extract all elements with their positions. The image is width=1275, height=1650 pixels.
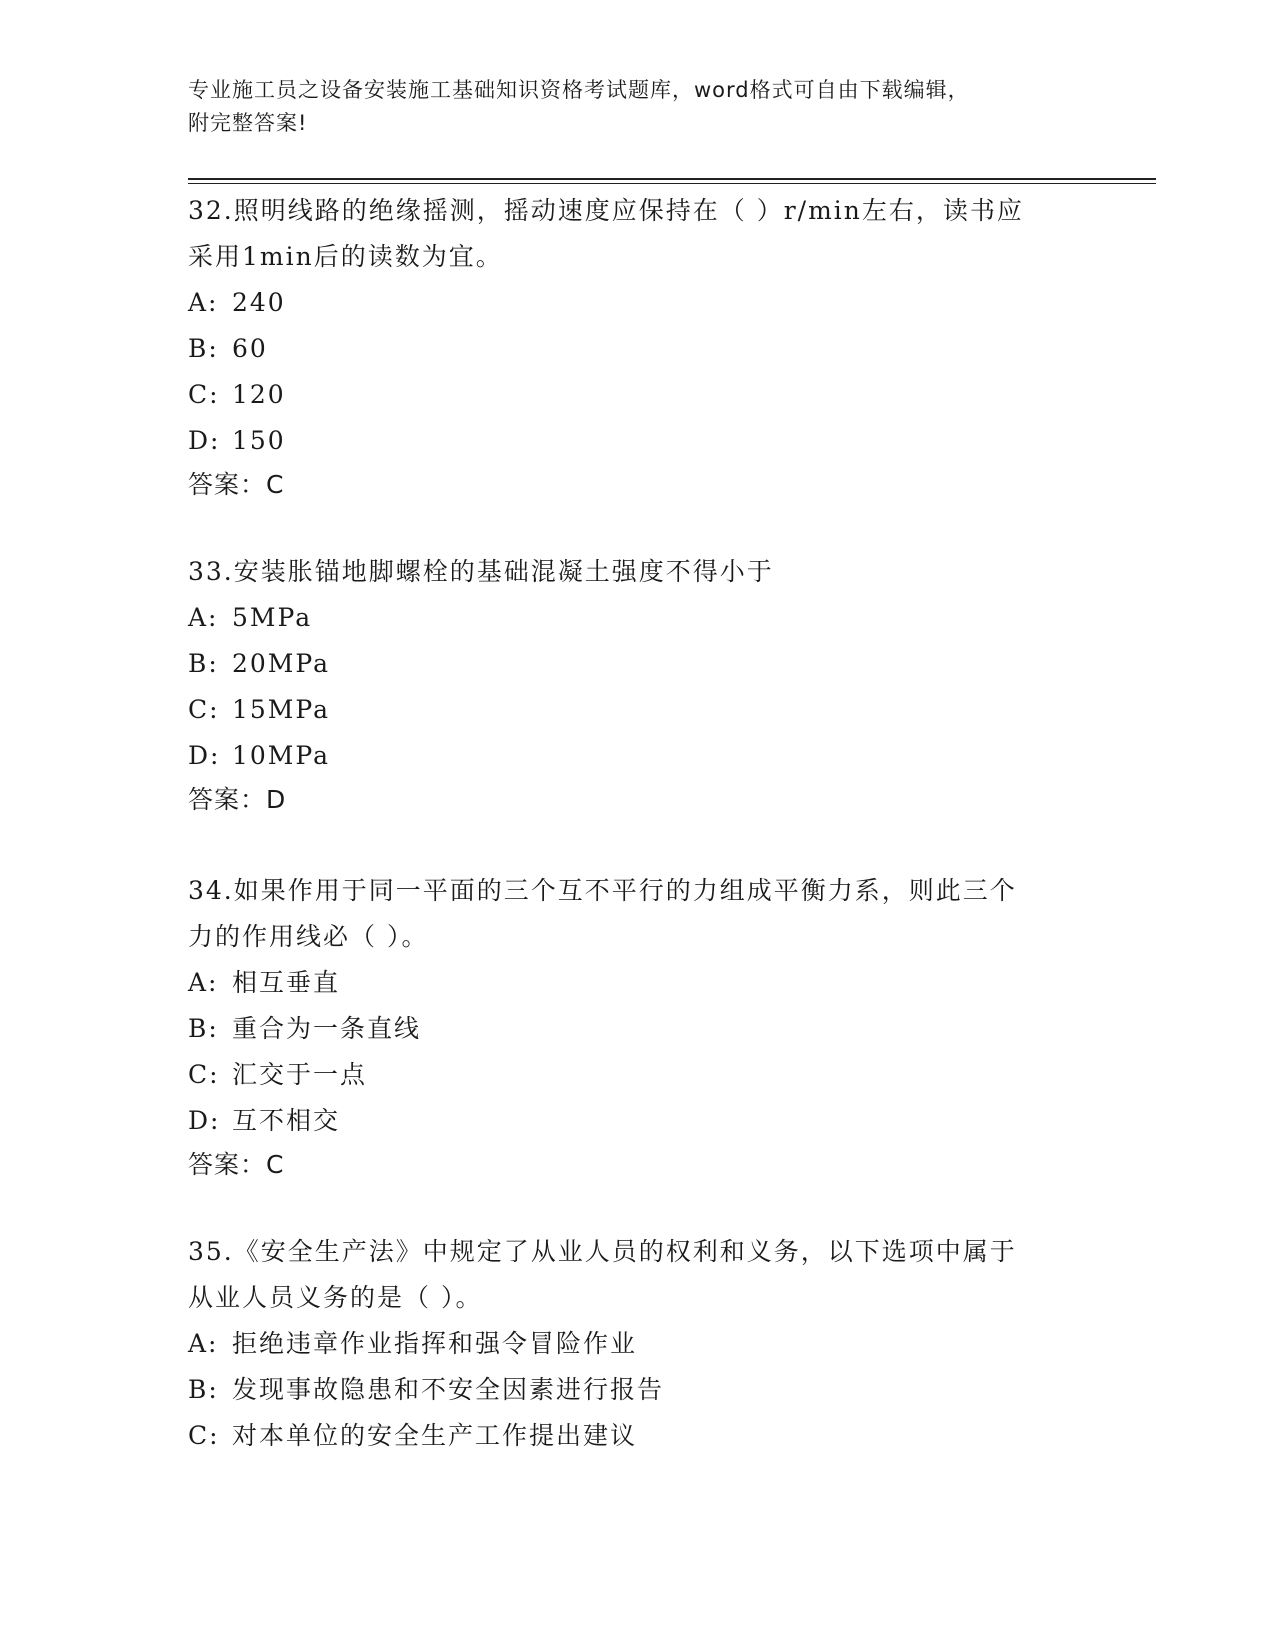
option-text: 对本单位的安全生产工作提出建议	[232, 1421, 638, 1450]
question-34	[188, 868, 1088, 1186]
question-stem-line-2: 力的作用线必（ ）。	[188, 922, 429, 951]
option-text: 60	[232, 334, 268, 363]
option-text: 相互垂直	[232, 968, 341, 997]
option-text: 20MPa	[232, 649, 331, 678]
option-c	[188, 1413, 1088, 1459]
option-a	[188, 1321, 1088, 1367]
option-text: 150	[232, 426, 286, 455]
option-d	[188, 1098, 1088, 1144]
option-letter: B:	[188, 649, 219, 678]
option-letter: B:	[188, 334, 219, 363]
option-letter: A:	[188, 968, 219, 997]
option-c	[188, 372, 1088, 418]
option-b	[188, 641, 1088, 687]
question-stem-line-1: 32.照明线路的绝缘摇测，摇动速度应保持在（ ）r/min左右，读书应	[188, 196, 1024, 225]
option-letter: C:	[188, 695, 220, 724]
option-d	[188, 733, 1088, 779]
option-b	[188, 326, 1088, 372]
header-divider-thin	[188, 183, 1156, 184]
option-letter: C:	[188, 1421, 220, 1450]
option-a	[188, 595, 1088, 641]
header-line-1: 专业施工员之设备安装施工基础知识资格考试题库，word格式可自由下载编辑，	[188, 78, 970, 102]
option-b	[188, 1367, 1088, 1413]
document-header	[188, 74, 1068, 140]
option-letter: A:	[188, 1329, 219, 1358]
question-32	[188, 188, 1088, 506]
question-stem-line-1: 35.《安全生产法》中规定了从业人员的权利和义务，以下选项中属于	[188, 1237, 1017, 1266]
option-c	[188, 1052, 1088, 1098]
question-stem-line-2: 从业人员义务的是（ ）。	[188, 1283, 483, 1312]
option-text: 汇交于一点	[232, 1060, 368, 1089]
option-b	[188, 1006, 1088, 1052]
option-letter: C:	[188, 1060, 220, 1089]
option-text: 拒绝违章作业指挥和强令冒险作业	[232, 1329, 638, 1358]
option-text: 120	[232, 380, 286, 409]
option-letter: D:	[188, 741, 221, 770]
option-text: 5MPa	[232, 603, 313, 632]
option-text: 15MPa	[232, 695, 331, 724]
option-c	[188, 687, 1088, 733]
question-stem-line-1: 34.如果作用于同一平面的三个互不平行的力组成平衡力系，则此三个	[188, 876, 1017, 905]
question-35	[188, 1229, 1088, 1459]
option-text: 240	[232, 288, 286, 317]
option-letter: D:	[188, 426, 221, 455]
header-divider-thick	[188, 178, 1156, 180]
answer-label: 答案：C	[188, 470, 285, 499]
option-letter: B:	[188, 1375, 219, 1404]
option-letter: B:	[188, 1014, 219, 1043]
option-text: 重合为一条直线	[232, 1014, 422, 1043]
option-a	[188, 280, 1088, 326]
option-text: 互不相交	[232, 1106, 341, 1135]
option-letter: A:	[188, 288, 219, 317]
header-line-2: 附完整答案!	[188, 111, 308, 135]
answer-label: 答案：C	[188, 1150, 285, 1179]
question-stem-line-1: 33.安装胀锚地脚螺栓的基础混凝土强度不得小于	[188, 557, 774, 586]
option-a	[188, 960, 1088, 1006]
option-text: 发现事故隐患和不安全因素进行报告	[232, 1375, 665, 1404]
answer-label: 答案：D	[188, 785, 287, 814]
question-stem-line-2: 采用1min后的读数为宜。	[188, 242, 503, 271]
option-letter: D:	[188, 1106, 221, 1135]
option-text: 10MPa	[232, 741, 331, 770]
option-letter: A:	[188, 603, 219, 632]
option-letter: C:	[188, 380, 220, 409]
option-d	[188, 418, 1088, 464]
question-33	[188, 549, 1088, 821]
